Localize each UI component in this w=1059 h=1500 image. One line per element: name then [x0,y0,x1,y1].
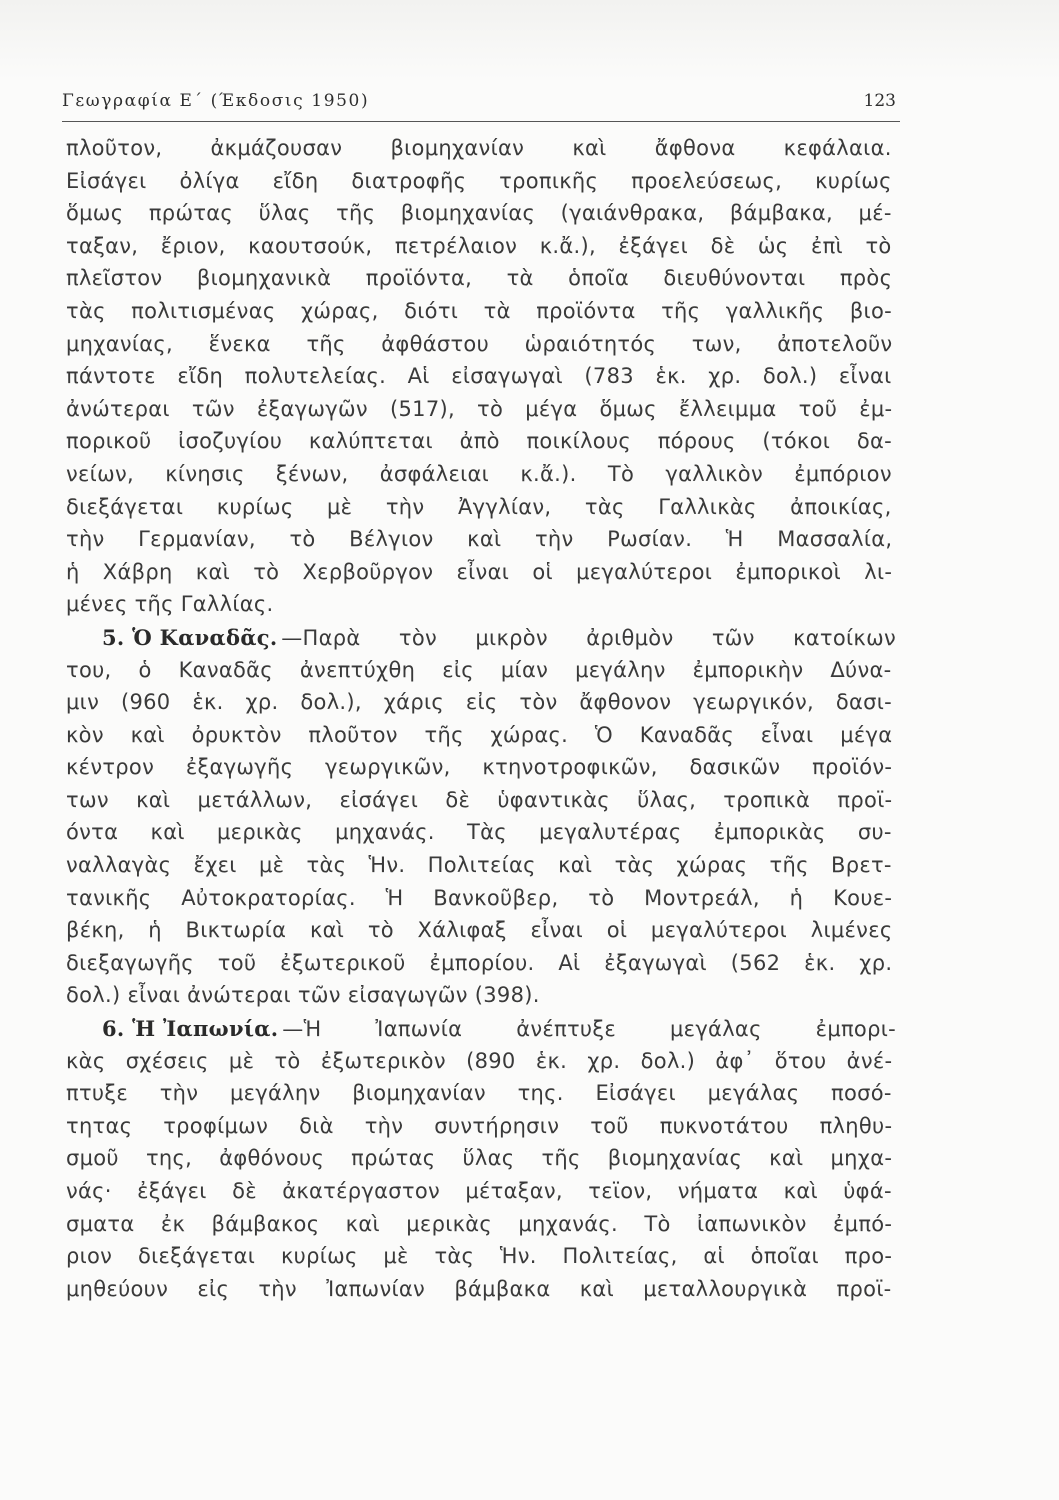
line-text: πτυξε τὴν μεγάλην βιομηχανίαν της. Εἰσάγει μεγάλας ποσό- [66,1081,892,1106]
line-text: πλοῦτον, ἀκμάζουσαν βιομηχανίαν καὶ ἄφθονα κεφάλαια. [66,136,892,160]
text-line [66,560,896,593]
line-text: Εἰσάγει ὀλίγα εἴδη διατροφῆς τροπικῆς προελεύσεως, κυρίως [66,168,892,193]
line-text: κὸν καὶ ὀρυκτὸν πλοῦτον τῆς χώρας. Ὁ Καναδᾶς εἶναι μέγα [66,722,893,747]
line-text: —Ἡ Ἰαπωνία ἀνέπτυξε μεγάλας ἐμπορι- [282,1017,896,1042]
text-line [66,1081,896,1114]
line-text: ριον διεξάγεται κυρίως μὲ τὰς Ἡν. Πολιτείας, αἱ ὁποῖαι προ- [66,1244,893,1269]
text-line [66,983,896,1016]
line-text: ὅμως πρώτας ὕλας τῆς βιομηχανίας (γαιάνθρακα, βάμβακα, μέ- [66,201,892,226]
line-text: πάντοτε εἴδη πολυτελείας. Αἱ εἰσαγωγαὶ (783 ἑκ. χρ. δολ.) εἶναι [66,364,892,389]
line-text: τητας τροφίμων διὰ τὴν συντήρησιν τοῦ πυκνοτάτου πληθυ- [66,1113,893,1138]
line-text: βέκη, ἡ Βικτωρία καὶ τὸ Χάλιφαξ εἶναι οἱ μεγαλύτεροι λιμένες [66,918,893,943]
line-text: ναλλαγὰς ἔχει μὲ τὰς Ἡν. Πολιτείας καὶ τὰς χώρας τῆς Βρετ- [66,853,892,878]
text-line [66,951,896,984]
text-line [66,201,896,234]
line-text: μένες τῆς Γαλλίας. [66,592,274,617]
text-line [66,136,896,169]
line-text: μηθεύουν εἰς τὴν Ἰαπωνίαν βάμβακα καὶ μεταλλουργικὰ προϊ- [66,1276,892,1301]
line-text: νείων, κίνησις ξένων, ἀσφάλειαι κ.ἄ.). Τὸ γαλλικὸν ἐμπόριον [66,461,892,486]
text-line [66,169,896,202]
body-text [66,136,896,1309]
line-text: πλεῖστον βιομηχανικὰ προϊόντα, τὰ ὁποῖα διευθύνονται πρὸς [66,266,893,291]
section-heading: 6. Ἡ Ἰαπωνία. [102,1016,279,1042]
text-line [66,1049,896,1082]
text-line [66,886,896,919]
text-line [66,462,896,495]
text-line [66,918,896,951]
text-line [66,723,896,756]
page-top-shading [0,0,1059,80]
section-heading-line [66,1016,896,1049]
section-heading-line [66,625,896,658]
line-text: μηχανίας, ἕνεκα τῆς ἀφθάστου ὡραιότητός των, ἀποτελοῦν [66,331,893,356]
text-line [66,820,896,853]
text-line [66,527,896,560]
line-text: σματα ἐκ βάμβακος καὶ μερικὰς μηχανάς. Τὸ ἰαπωνικὸν ἐμπό- [66,1211,893,1236]
line-text: ἀνώτεραι τῶν ἐξαγωγῶν (517), τὸ μέγα ὅμως ἔλλειμμα τοῦ ἐμ- [66,396,893,421]
page-number: 123 [863,91,896,111]
line-text: σμοῦ της, ἀφθόνους πρώτας ὕλας τῆς βιομηχανίας καὶ μηχα- [66,1146,893,1171]
text-line [66,1146,896,1179]
line-text: τὴν Γερμανίαν, τὸ Βέλγιον καὶ τὴν Ρωσίαν. Ἡ Μασσαλία, [66,527,893,552]
line-text: του, ὁ Καναδᾶς ἀνεπτύχθη εἰς μίαν μεγάλην ἐμπορικὴν Δύνα- [66,657,892,682]
text-line [66,1244,896,1277]
line-text: διεξάγεται κυρίως μὲ τὴν Ἀγγλίαν, τὰς Γαλλικὰς ἀποικίας, [66,494,892,519]
line-text: των καὶ μετάλλων, εἰσάγει δὲ ὑφαντικὰς ὕλας, τροπικὰ προϊ- [66,787,893,812]
text-line [66,266,896,299]
section-heading: 5. Ὁ Καναδᾶς. [102,624,278,650]
text-line [66,234,896,267]
line-text: δολ.) εἶναι ἀνώτεραι τῶν εἰσαγωγῶν (398). [66,983,540,1008]
text-line [66,690,896,723]
line-text: τὰς πολιτισμένας χώρας, διότι τὰ προϊόντα τῆς γαλλικῆς βιο- [66,298,892,323]
line-text: πορικοῦ ἰσοζυγίου καλύπτεται ἀπὸ ποικίλους πόρους (τόκοι δα- [66,429,893,454]
line-text: όντα καὶ μερικὰς μηχανάς. Τὰς μεγαλυτέρας ἐμπορικὰς συ- [66,820,892,845]
text-line [66,429,896,462]
text-line [66,592,896,625]
text-line [66,853,896,886]
line-text: ταξαν, ἔριον, καουτσούκ, πετρέλαιον κ.ἄ.), ἐξάγει δὲ ὡς ἐπὶ τὸ [66,233,892,258]
text-line [66,1179,896,1212]
line-text: κὰς σχέσεις μὲ τὸ ἐξωτερικὸν (890 ἑκ. χρ. δολ.) ἀφ᾽ ὅτου ἀνέ- [66,1048,893,1073]
line-text: κέντρον ἐξαγωγῆς γεωργικῶν, κτηνοτροφικῶν, δασικῶν προϊόν- [66,755,893,780]
running-title: Γεωγραφία Ε΄ (Έκδοσις 1950) [62,91,370,111]
text-line [66,1277,896,1310]
page-header [62,91,900,122]
text-line [66,397,896,430]
text-line [66,332,896,365]
line-text: διεξαγωγῆς τοῦ ἐξωτερικοῦ ἐμπορίου. Αἱ ἐξαγωγαὶ (562 ἑκ. χρ. [66,950,893,975]
text-line [66,788,896,821]
text-line [66,1212,896,1245]
line-text: νάς· ἐξάγει δὲ ἀκατέργαστον μέταξαν, τεϊον, νήματα καὶ ὑφά- [66,1179,892,1203]
text-line [66,495,896,528]
text-line [66,299,896,332]
text-line [66,1114,896,1147]
line-text: ἡ Χάβρη καὶ τὸ Χερβοῦργον εἶναι οἱ μεγαλύτεροι ἐμπορικοὶ λι- [66,559,893,584]
text-line [66,658,896,691]
text-line [66,364,896,397]
line-text: τανικῆς Αὐτοκρατορίας. Ἡ Βανκοῦβερ, τὸ Μοντρεάλ, ἡ Κουε- [66,885,893,910]
text-line [66,755,896,788]
line-text: —Παρὰ τὸν μικρὸν ἀριθμὸν τῶν κατοίκων [281,625,896,650]
line-text: μιν (960 ἑκ. χρ. δολ.), χάρις εἰς τὸν ἄφθονον γεωργικόν, δασι- [66,690,893,715]
